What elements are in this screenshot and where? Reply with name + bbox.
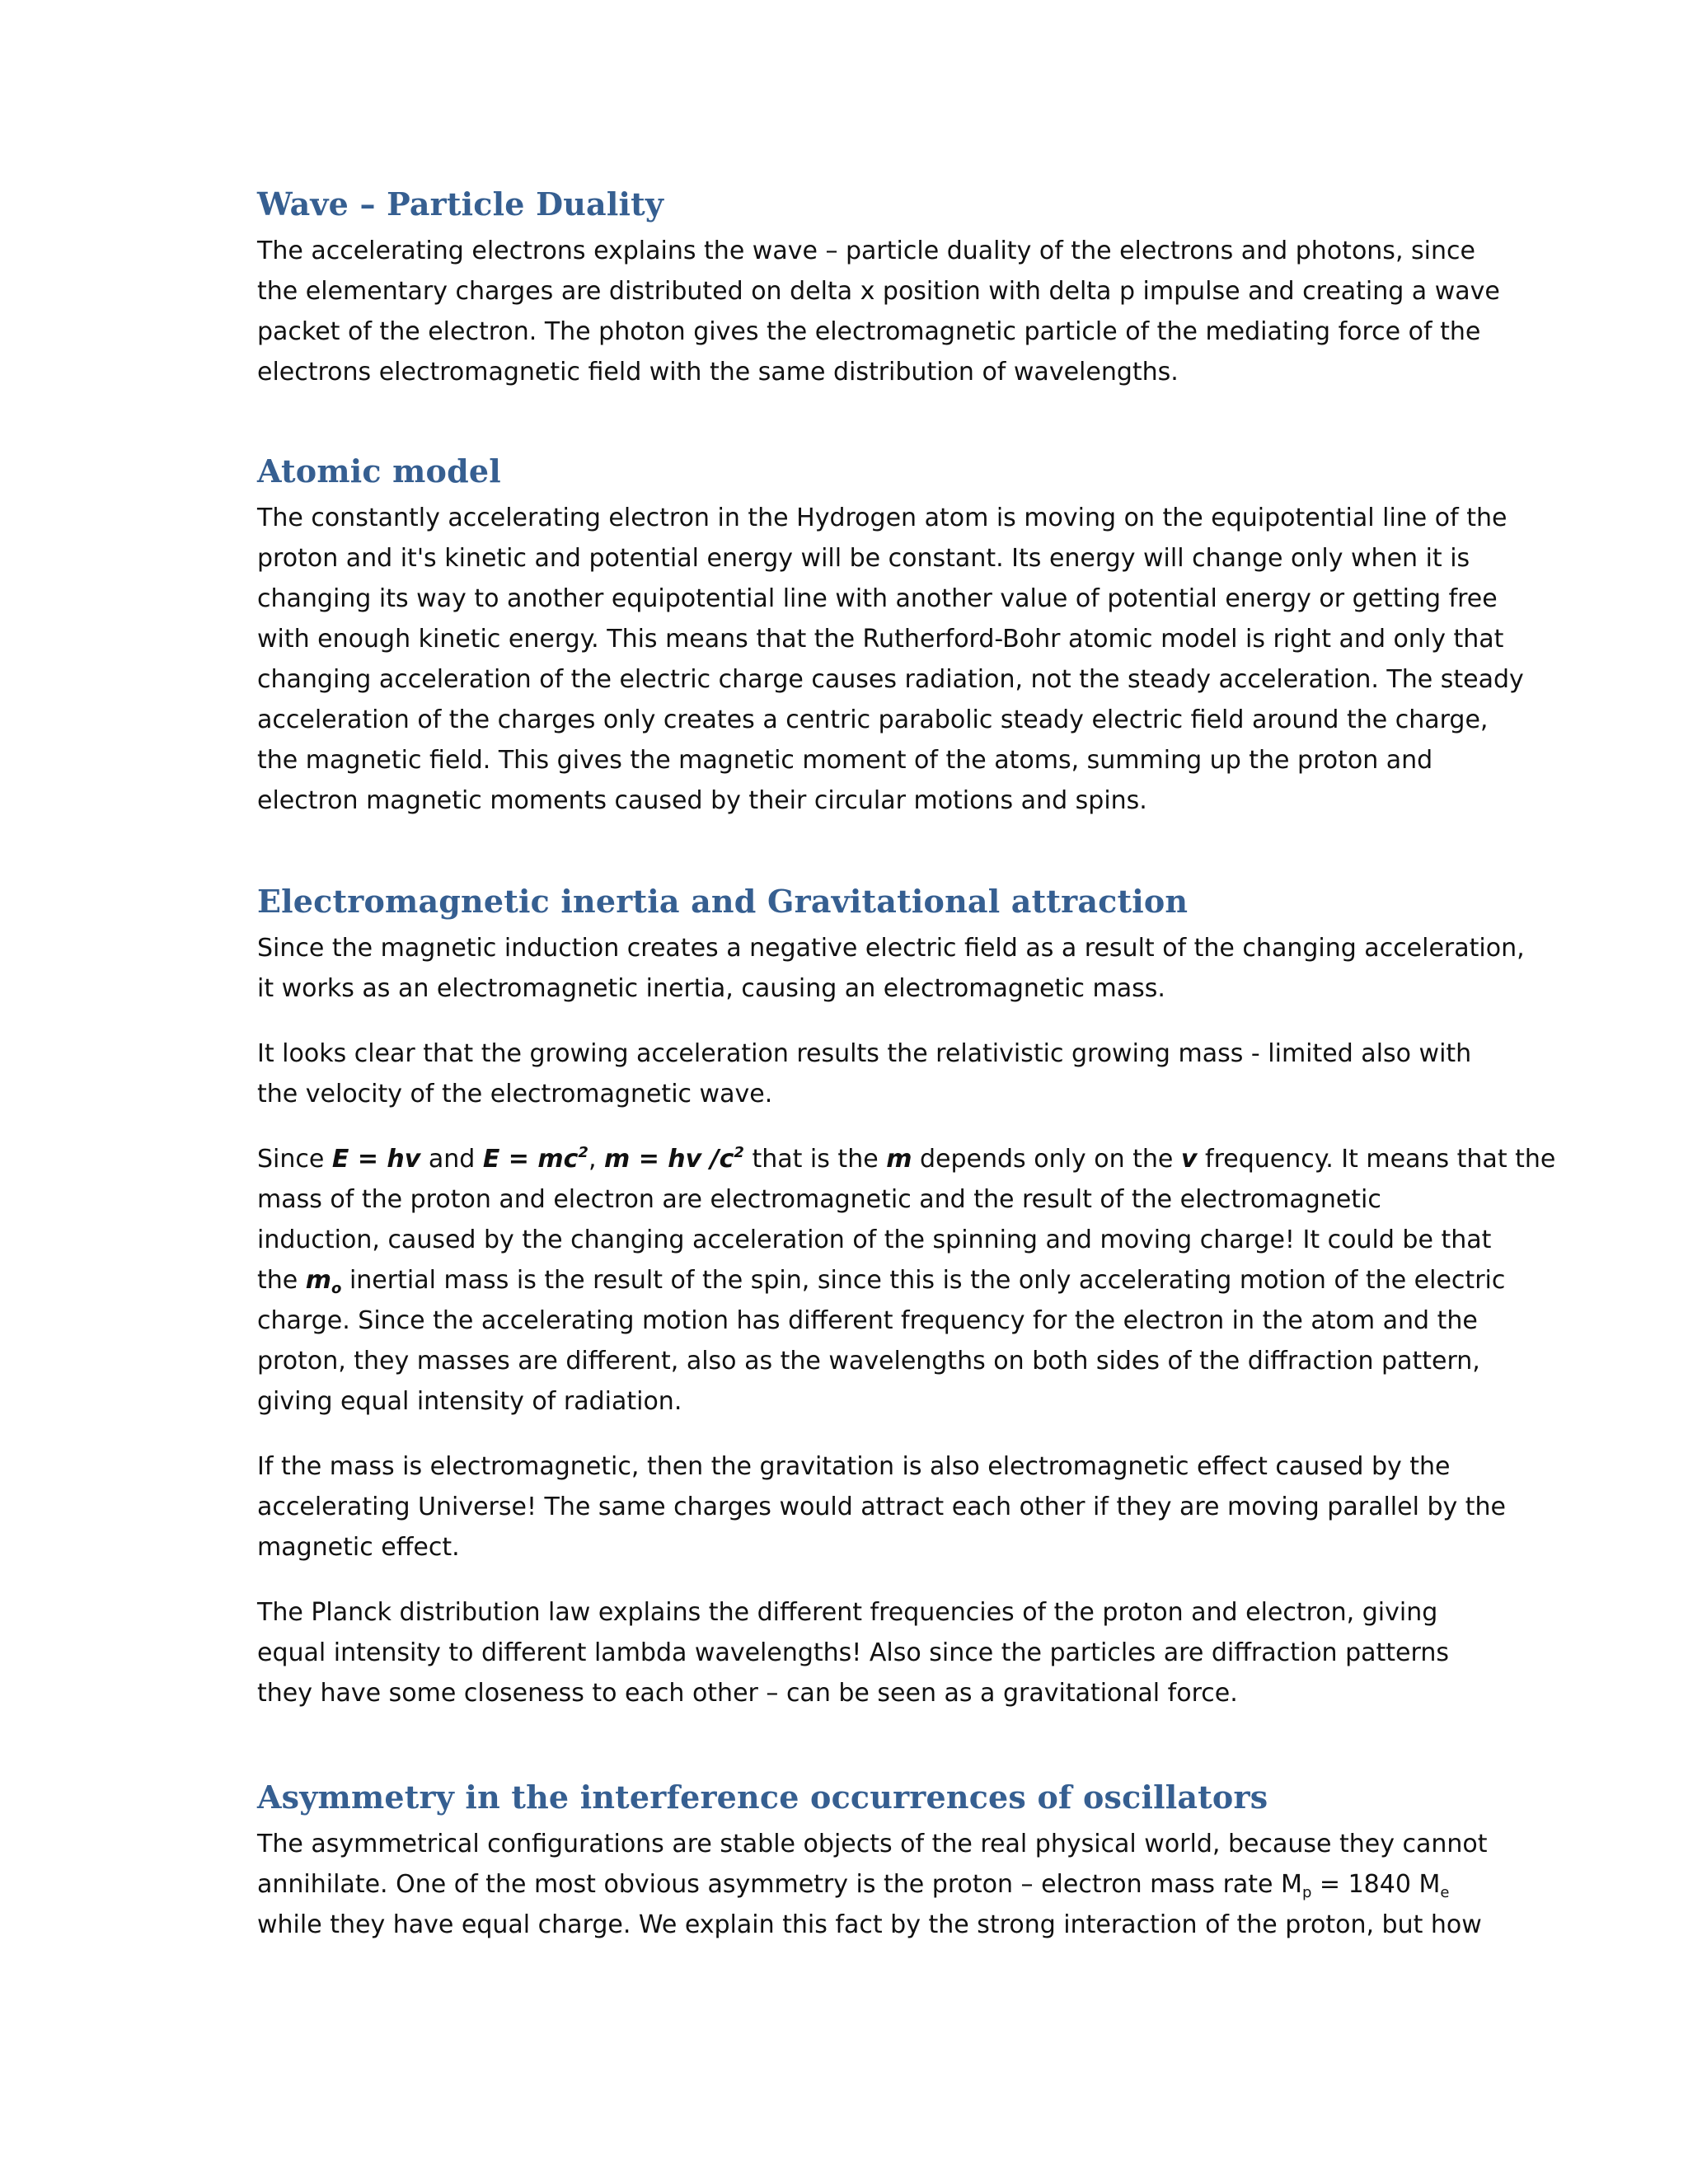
formula-energy-frequency: E = hv bbox=[331, 1145, 421, 1174]
text-line: the velocity of the electromagnetic wave. bbox=[257, 1080, 773, 1108]
formula-exponent: 2 bbox=[578, 1144, 588, 1161]
mass-rate-text: annihilate. One of the most obvious asymmetry is the proton – electron mass rate M bbox=[257, 1870, 1302, 1899]
text-line: changing acceleration of the electric charge causes radiation, not the steady acceleration. The steady bbox=[257, 665, 1524, 694]
paragraph-atomic-model bbox=[257, 498, 1524, 821]
mass-rate-text: = 1840 M bbox=[1311, 1870, 1441, 1899]
text-line: acceleration of the charges only creates a centric parabolic steady electric field around the charge, bbox=[257, 705, 1489, 734]
formula-text: Since bbox=[257, 1145, 332, 1174]
text-line: Since the magnetic induction creates a negative electric field as a result of the changing acceleration, bbox=[257, 934, 1525, 963]
paragraph-em-inertia-2 bbox=[257, 1033, 1472, 1114]
paragraph-em-inertia-3 bbox=[257, 1139, 1556, 1422]
text-line: they have some closeness to each other – can be seen as a gravitational force. bbox=[257, 1679, 1238, 1708]
formula-symbol-m0-base: m bbox=[305, 1266, 332, 1295]
text-line: If the mass is electromagnetic, then the gravitation is also electromagnetic effect caused by the bbox=[257, 1452, 1451, 1481]
formula-mass bbox=[604, 1145, 744, 1174]
text-line: proton, they masses are different, also as the wavelengths on both sides of the diffraction pattern, bbox=[257, 1347, 1480, 1376]
m0-text: the bbox=[257, 1266, 306, 1295]
m0-line bbox=[257, 1260, 1506, 1301]
formula-line bbox=[257, 1139, 1556, 1179]
text-line: The constantly accelerating electron in the Hydrogen atom is moving on the equipotential line of the bbox=[257, 504, 1507, 532]
text-line: It looks clear that the growing acceleration results the relativistic growing mass - limited also with bbox=[257, 1039, 1472, 1068]
formula-subscript: o bbox=[331, 1280, 342, 1297]
formula-text: that is the bbox=[743, 1145, 887, 1174]
text-line: mass of the proton and electron are electromagnetic and the result of the electromagnetic bbox=[257, 1185, 1381, 1214]
text-line: magnetic effect. bbox=[257, 1533, 460, 1562]
text-line: equal intensity to different lambda wavelengths! Also since the particles are diffraction patterns bbox=[257, 1638, 1449, 1667]
m0-text: inertial mass is the result of the spin, since this is the only accelerating motion of the electric bbox=[341, 1266, 1506, 1295]
text-line: the magnetic field. This gives the magnetic moment of the atoms, summing up the proton and bbox=[257, 746, 1433, 775]
text-line: the elementary charges are distributed on delta x position with delta p impulse and creating a wave bbox=[257, 277, 1500, 306]
text-line: packet of the electron. The photon gives the electromagnetic particle of the mediating force of the bbox=[257, 317, 1481, 346]
formula-energy-mass-base: E = mc bbox=[482, 1145, 579, 1174]
text-line: accelerating Universe! The same charges would attract each other if they are moving parallel by the bbox=[257, 1493, 1507, 1521]
text-line: while they have equal charge. We explain this fact by the strong interaction of the proton, but how bbox=[257, 1910, 1482, 1939]
formula-subscript: e bbox=[1440, 1884, 1450, 1901]
formula-energy-mass bbox=[483, 1145, 588, 1174]
text-line: induction, caused by the changing acceleration of the spinning and moving charge! It could be that bbox=[257, 1226, 1492, 1254]
heading-atomic-model: Atomic model bbox=[257, 452, 501, 490]
heading-asymmetry: Asymmetry in the interference occurrences of oscillators bbox=[257, 1779, 1268, 1816]
formula-mass-base: m = hv /c bbox=[604, 1145, 734, 1174]
formula-text: , bbox=[588, 1145, 605, 1174]
formula-symbol-v: v bbox=[1180, 1145, 1198, 1174]
formula-exponent: 2 bbox=[734, 1144, 744, 1161]
text-line: proton and it's kinetic and potential energy will be constant. Its energy will change only when it is bbox=[257, 544, 1470, 573]
formula-subscript: p bbox=[1301, 1884, 1312, 1901]
heading-wave-particle-duality: Wave – Particle Duality bbox=[257, 185, 664, 223]
text-line: giving equal intensity of radiation. bbox=[257, 1387, 682, 1416]
formula-text: depends only on the bbox=[912, 1145, 1181, 1174]
text-line: it works as an electromagnetic inertia, causing an electromagnetic mass. bbox=[257, 974, 1165, 1003]
formula-symbol-m0 bbox=[306, 1266, 342, 1295]
text-line: The asymmetrical configurations are stable objects of the real physical world, because they cannot bbox=[257, 1830, 1488, 1858]
text-line: The Planck distribution law explains the different frequencies of the proton and electron, giving bbox=[257, 1598, 1438, 1627]
paragraph-em-inertia-4 bbox=[257, 1446, 1507, 1568]
formula-text: and bbox=[420, 1145, 483, 1174]
text-line: changing its way to another equipotential line with another value of potential energy or getting free bbox=[257, 584, 1498, 613]
mass-rate-line bbox=[257, 1864, 1450, 1905]
text-line: electron magnetic moments caused by their circular motions and spins. bbox=[257, 786, 1147, 815]
paragraph-em-inertia-5 bbox=[257, 1592, 1449, 1713]
text-line: The accelerating electrons explains the wave – particle duality of the electrons and photons, since bbox=[257, 237, 1475, 265]
heading-electromagnetic-inertia: Electromagnetic inertia and Gravitational attraction bbox=[257, 883, 1189, 920]
paragraph-em-inertia-1 bbox=[257, 928, 1525, 1009]
text-line: charge. Since the accelerating motion has different frequency for the electron in the atom and the bbox=[257, 1306, 1478, 1335]
paragraph-asymmetry bbox=[257, 1824, 1488, 1945]
text-line: electrons electromagnetic field with the same distribution of wavelengths. bbox=[257, 358, 1179, 387]
paragraph-wave-particle-duality bbox=[257, 231, 1500, 392]
text-line: with enough kinetic energy. This means that the Rutherford-Bohr atomic model is right and only that bbox=[257, 625, 1504, 654]
formula-symbol-m: m bbox=[886, 1145, 912, 1174]
formula-text: frequency. It means that the bbox=[1197, 1145, 1556, 1174]
